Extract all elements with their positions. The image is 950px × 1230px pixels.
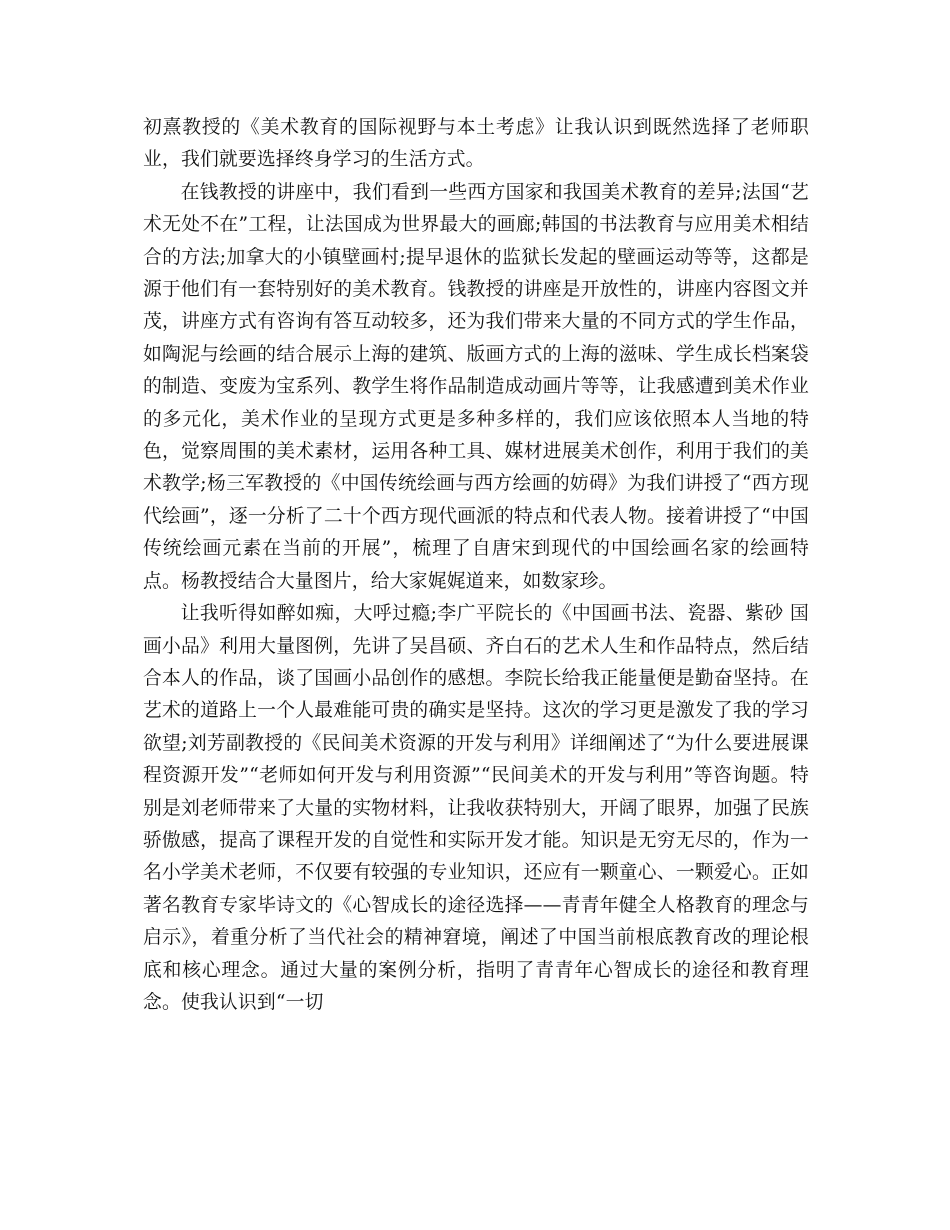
paragraph-2: 在钱教授的讲座中，我们看到一些西方国家和我国美术教育的差异;法国“艺术无处不在”工程，让法国成为世界最大的画廊;韩国的书法教育与应用美术相结合的方法;加拿大的小镇壁画村;提早退休的监狱长发起的壁画运动等等，这都是源于他们有一套特别好的美术教育。钱教授的讲座是开放性的，讲座内容图文并茂，讲座方式有咨询有答互动较多，还为我们带来大量的不同方式的学生作品，如陶泥与绘画的结合展示上海的建筑、版画方式的上海的滋味、学生成长档案袋的制造、变废为宝系列、教学生将作品制造成动画片等等，让我感遭到美术作业的多元化，美术作业的呈现方式更是多种多样的，我们应该依照本人当地的特色，觉察周围的美术素材，运用各种工具、媒材进展美术创作，利用于我们的美术教学;杨三军教授的《中国传统绘画与西方绘画的妨碍》为我们讲授了“西方现代绘画”，逐一分析了二十个西方现代画派的特点和代表人物。接着讲授了“中国传统绘画元素在当前的开展”，梳理了自唐宋到现代的中国绘画名家的绘画特点。杨教授结合大量图片，给大家娓娓道来，如数家珍。	[143, 181, 809, 592]
paragraph-3: 让我听得如醉如痴，大呼过瘾;李广平院长的《中国画书法、瓷器、紫砂 国画小品》利用大量图例，先讲了吴昌硕、齐白石的艺术人生和作品特点，然后结合本人的作品，谈了国画小品创作的感想。李院长给我正能量便是勤奋坚持。在艺术的道路上一个人最难能可贵的确实是坚持。这次的学习更是激发了我的学习欲望;刘芳副教授的《民间美术资源的开发与利用》详细阐述了“为什么要进展课程资源开发”“老师如何开发与利用资源”“民间美术的开发与利用”等咨询题。特别是刘老师带来了大量的实物材料，让我收获特别大，开阔了眼界，加强了民族骄傲感，提高了课程开发的自觉性和实际开发才能。知识是无穷无尽的，作为一名小学美术老师，不仅要有较强的专业知识，还应有一颗童心、一颗爱心。正如著名教育专家毕诗文的《心智成长的途径选择——青青年健全人格教育的理念与启示》，着重分析了当代社会的精神窘境，阐述了中国当前根底教育改的理论根底和核心理念。通过大量的案例分析，指明了青青年心智成长的途径和教育理念。使我认识到“一切	[143, 603, 809, 1013]
document-page	[143, 112, 809, 1019]
paragraph-1: 初熹教授的《美术教育的国际视野与本土考虑》让我认识到既然选择了老师职业，我们就要选择终身学习的生活方式。	[143, 117, 809, 171]
